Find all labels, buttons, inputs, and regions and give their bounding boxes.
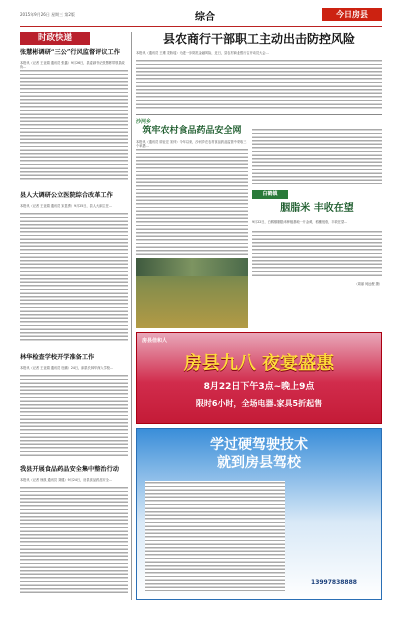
driving-subline: 就到房县驾校	[217, 455, 301, 471]
driving-ad-body	[145, 481, 285, 591]
banquet-time: 8月22日下午3点~晚上9点	[203, 382, 315, 392]
photo-tag-label: 白鹤镇	[262, 191, 278, 197]
farm-body	[136, 148, 248, 256]
farm-body-right	[252, 128, 382, 188]
main-headline: 县农商行干部职工主动出击防控风险	[162, 32, 355, 46]
farm-body-continued	[252, 128, 382, 184]
article-lead: 本报讯（记者 王亚娟 通讯员 宋显勇）9月25日，县人大副主任…	[20, 204, 112, 208]
left-article-2	[20, 192, 128, 350]
left-article-4	[20, 466, 128, 600]
photo-caption-body	[252, 230, 382, 278]
article-body	[20, 69, 128, 181]
article-body	[20, 212, 128, 342]
photo-credit: （周丽 何远俊 摄）	[354, 282, 382, 286]
column-tag-label: 时政快递	[37, 33, 72, 43]
section-rule	[136, 114, 382, 115]
farm-story	[136, 118, 248, 256]
photo-tag	[252, 190, 288, 199]
banquet-brand: 房县佳和人	[142, 338, 168, 344]
article-body	[20, 374, 128, 458]
date-line: 2015年9月26日 星期三 第2版	[20, 12, 75, 17]
article-title: 林华检查学校开学准备工作	[20, 354, 95, 361]
rice-field-photo	[136, 258, 248, 328]
masthead-rule	[20, 26, 382, 28]
photo-story	[252, 190, 382, 326]
section-title: 综合	[195, 12, 215, 23]
photo-caption: 9月22日，白鹤镇胭脂米种植基地一片金黄，稻穗低垂，丰收在望…	[252, 220, 348, 224]
article-title: 县人大调研公立医院综合改革工作	[20, 192, 113, 199]
driving-phone: 13997838888	[311, 579, 357, 586]
left-column	[20, 32, 128, 600]
article-lead: 本报讯（记者 王亚娟 通讯员 杜鹏）24日，副县长林华深入学校…	[20, 366, 114, 370]
article-lead: 本报讯（记者 王亚娟 通讯员 张鑫）9月26日，县委副书记张慧彬带领县政协…	[20, 61, 125, 69]
masthead	[20, 8, 382, 24]
banquet-ad	[136, 332, 382, 424]
main-lead: 本报讯（通讯员 王瑾 龙娇瑶）为进一步防范金融风险，近日，县农村商业银行召开动员大会…	[136, 51, 269, 55]
photo-detail	[136, 258, 248, 276]
main-body	[136, 59, 382, 109]
farm-headline: 筑牢农村食品药品安全网	[142, 126, 242, 136]
column-divider	[131, 32, 132, 600]
left-article-1	[20, 49, 128, 189]
driving-headline: 学过硬驾驶技术	[210, 437, 308, 453]
main-story	[136, 32, 382, 114]
left-article-3	[20, 354, 128, 462]
driving-school-ad	[136, 428, 382, 600]
article-title: 我县开展食品药品安全集中整治行动	[20, 466, 119, 473]
paper-logo	[322, 8, 382, 21]
article-body	[20, 486, 128, 594]
farm-place: 沙河乡	[136, 119, 152, 125]
column-tag	[20, 32, 90, 45]
farm-lead: 本报讯（通讯员 廖业宏 宋仲）今年以来，沙河乡在农村食品药品监管中采取三个举措…	[136, 140, 247, 148]
photo-headline: 胭脂米 丰收在望	[280, 203, 354, 214]
banquet-headline: 房县九八 夜宴盛惠	[183, 353, 335, 374]
banquet-offer: 限时6小时，全场电器.家具5折起售	[195, 399, 323, 408]
article-title: 张慧彬调研“三公”行风监督评议工作	[20, 49, 120, 56]
article-lead: 本报讯（记者 徐凯 通讯员 刘健）9月24日，房县食品药品安全…	[20, 478, 112, 482]
paper-name: 今日房县	[336, 9, 368, 19]
